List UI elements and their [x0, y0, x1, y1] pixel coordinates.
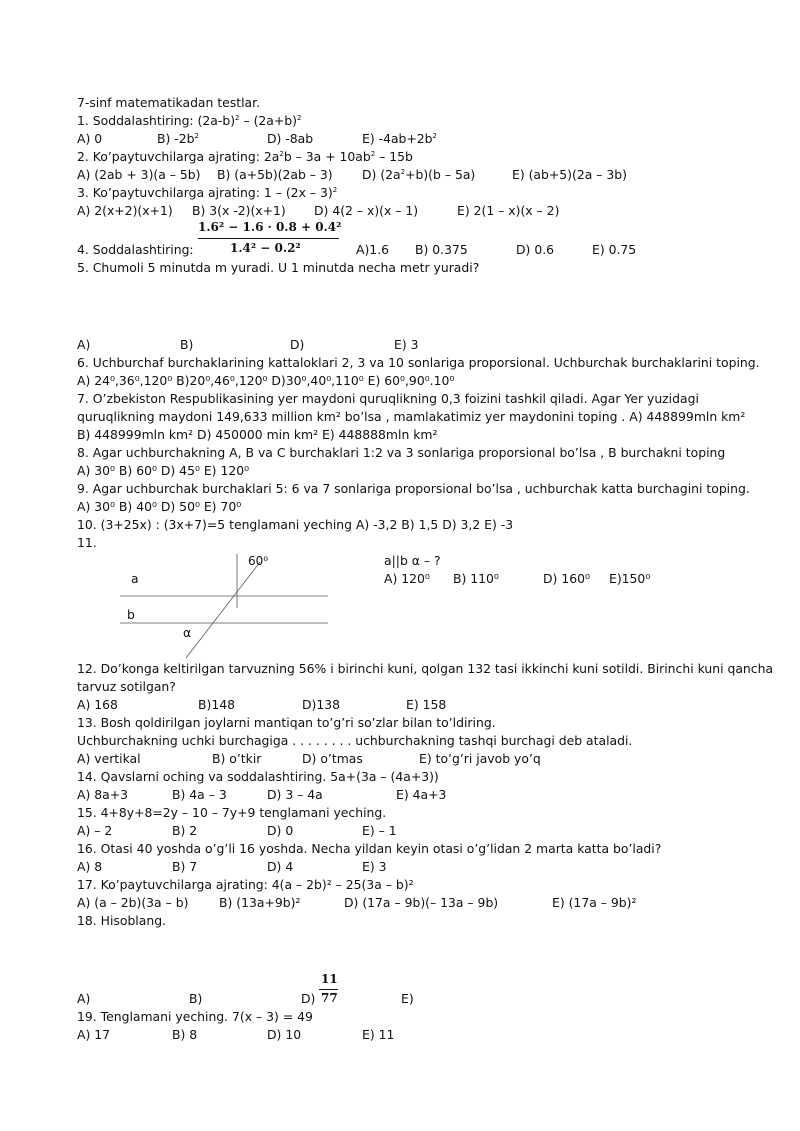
- question-7-line-2: quruqlikning maydoni 149,633 million km² bo’lsa , mamlakatimiz yer maydonini toping . A) 448899mln km²: [77, 409, 746, 424]
- option-d: D) 160⁰: [543, 571, 590, 586]
- question-8: 8. Agar uchburchakning A, B va C burchaklari 1:2 va 3 sonlariga proporsional bo’lsa , B burchakni toping: [77, 445, 726, 460]
- option-e: E)150⁰: [609, 571, 651, 586]
- option-b: B) 7: [172, 859, 198, 874]
- option-a: A)1.6: [356, 242, 390, 257]
- options-7: B) 448999mln km² D) 450000 min km² E) 448888mln km²: [77, 427, 438, 442]
- exponent: 2: [370, 150, 376, 158]
- option-e: E) 4a+3: [396, 787, 447, 802]
- fraction-numerator: 1.6² − 1.6 · 0.8 + 0.4²: [198, 220, 342, 234]
- option-a: A) 168: [77, 697, 118, 712]
- option-d: D): [301, 991, 316, 1006]
- exponent: 2: [332, 186, 338, 194]
- question-3: [77, 185, 337, 201]
- option-d: D) o’tmas: [302, 751, 363, 766]
- question-17: 17. Ko’paytuvchilarga ajrating: 4(a – 2b)² – 25(3a – b)²: [77, 877, 414, 892]
- question-4: 4. Soddalashtiring:: [77, 242, 194, 257]
- question-12-line-2: tarvuz sotilgan?: [77, 679, 176, 694]
- option-e: E) (17a – 9b)²: [552, 895, 637, 910]
- question-9: 9. Agar uchburchak burchaklari 5: 6 va 7 sonlariga proporsional bo’lsa , uchburchak katta burchagini toping.: [77, 481, 750, 496]
- option-a: A) 8: [77, 859, 103, 874]
- option-d: D) 4(2 – x)(x – 1): [314, 203, 419, 218]
- question-15: 15. 4+8y+8=2y – 10 – 7y+9 tenglamani yeching.: [77, 805, 387, 820]
- line-b-label: b: [127, 607, 135, 622]
- question-11: 11.: [77, 535, 97, 550]
- option-b: B) 0.375: [415, 242, 468, 257]
- option-e: E) 0.75: [592, 242, 637, 257]
- option-e: E) (ab+5)(2a – 3b): [512, 167, 627, 182]
- line-a-label: a: [131, 571, 139, 586]
- question-2: [77, 149, 413, 165]
- option-b: B) o’tkir: [212, 751, 262, 766]
- question-2-text: 2. Ko’paytuvchilarga ajrating: 2a: [77, 149, 280, 164]
- exponent: 2: [235, 114, 240, 122]
- exponent: 2: [279, 150, 284, 158]
- option-b: B) (13a+9b)²: [219, 895, 301, 910]
- option-b: B) 3(x -2)(x+1): [192, 203, 286, 218]
- option-e: E) 11: [362, 1027, 395, 1042]
- option-e-text: E) -4ab+2b: [362, 131, 433, 146]
- question-14: 14. Qavslarni oching va soddalashtiring. 5a+(3a – (4a+3)): [77, 769, 439, 784]
- question-11-condition: a||b α – ?: [384, 553, 441, 568]
- option-a: A) 2(x+2)(x+1): [77, 203, 173, 218]
- fraction-denominator: 77: [321, 991, 338, 1005]
- option-b: B) 4a – 3: [172, 787, 227, 802]
- option-e: E) 158: [406, 697, 447, 712]
- option-b: B): [189, 991, 203, 1006]
- option-e: [362, 131, 437, 147]
- slanted-line: [186, 562, 260, 658]
- question-1-text: 1. Soddalashtiring: (2a-b): [77, 113, 236, 128]
- options-8: A) 30⁰ B) 60⁰ D) 45⁰ E) 120⁰: [77, 463, 250, 478]
- option-e: E) 3: [362, 859, 387, 874]
- option-d: [362, 167, 475, 183]
- option-d: D) (17a – 9b)(– 13a – 9b): [344, 895, 499, 910]
- question-18: 18. Hisoblang.: [77, 913, 166, 928]
- option-d: D) -8ab: [267, 131, 314, 146]
- exponent: 2: [194, 132, 199, 140]
- option-b: B) (a+5b)(2ab – 3): [217, 167, 333, 182]
- question-1: [77, 113, 301, 129]
- option-e: E) 3: [394, 337, 419, 352]
- question-1-text-mid: – (2a+b): [239, 113, 297, 128]
- fraction-denominator: 1.4² − 0.2²: [230, 241, 301, 255]
- fraction-bar: [319, 989, 338, 990]
- question-5: 5. Chumoli 5 minutda m yuradi. U 1 minutda necha metr yuradi?: [77, 260, 480, 275]
- fraction-numerator: 11: [321, 972, 338, 986]
- option-a: A) vertikal: [77, 751, 141, 766]
- option-d: D) 0.6: [516, 242, 555, 257]
- question-12: 12. Do’konga keltirilgan tarvuzning 56% i birinchi kuni, qolgan 132 tasi ikkinchi kuni sotildi. Birinchi kuni qancha: [77, 661, 774, 676]
- option-a: A) 17: [77, 1027, 111, 1042]
- question-7: 7. O’zbekiston Respublikasining yer maydoni quruqlikning 0,3 foizini tashkil qiladi. Agar Yer yuzidagi: [77, 391, 699, 406]
- option-d: D) 10: [267, 1027, 302, 1042]
- option-a: A): [77, 337, 91, 352]
- option-a: A) – 2: [77, 823, 113, 838]
- option-b-text: B) -2b: [157, 131, 195, 146]
- question-16: 16. Otasi 40 yoshda o’g’li 16 yoshda. Necha yildan keyin otasi o’g’lidan 2 marta katta bo’ladi?: [77, 841, 662, 856]
- angle-label: 60⁰: [248, 554, 269, 568]
- option-a: A) (2ab + 3)(a – 5b): [77, 167, 201, 182]
- option-b: B) 110⁰: [453, 571, 499, 586]
- page-title: 7-sinf matematikadan testlar.: [77, 95, 261, 110]
- option-d: D): [290, 337, 305, 352]
- option-d-text: D) (2a: [362, 167, 401, 182]
- option-d: D) 4: [267, 859, 294, 874]
- option-a: A) (a – 2b)(3a – b): [77, 895, 189, 910]
- alpha-label: α: [183, 625, 192, 640]
- option-e: E) 2(1 – x)(x – 2): [457, 203, 560, 218]
- option-d: D) 0: [267, 823, 294, 838]
- question-10: 10. (3+25x) : (3x+7)=5 tenglamani yeching A) -3,2 B) 1,5 D) 3,2 E) -3: [77, 517, 514, 532]
- question-6: 6. Uchburchaf burchaklarining kattaloklari 2, 3 va 10 sonlariga proporsional. Uchburchak burchaklarini toping.: [77, 355, 760, 370]
- question-2-text-rest: b – 3a + 10ab: [283, 149, 371, 164]
- option-b: B)148: [198, 697, 235, 712]
- option-a: A) 120⁰: [384, 571, 430, 586]
- option-b: [157, 131, 199, 147]
- option-a: A) 8a+3: [77, 787, 128, 802]
- option-a: A): [77, 991, 91, 1006]
- parallel-lines-diagram: [110, 550, 330, 660]
- exponent: 2: [432, 132, 438, 140]
- option-e: E): [401, 991, 414, 1006]
- fraction-bar: [198, 238, 339, 239]
- option-e: E) – 1: [362, 823, 397, 838]
- question-2-text-end: – 15b: [375, 149, 413, 164]
- exponent: 2: [400, 168, 406, 176]
- option-d-text-rest: +b)(b – 5a): [405, 167, 476, 182]
- exponent: 2: [296, 114, 302, 122]
- question-3-text: 3. Ko’paytuvchilarga ajrating: 1 – (2x – 3): [77, 185, 333, 200]
- question-13-line-2: Uchburchakning uchki burchagiga . . . . . . . . uchburchakning tashqi burchagi deb ataladi.: [77, 733, 633, 748]
- question-13: 13. Bosh qoldirilgan joylarni mantiqan to’g’ri so’zlar bilan to’ldiring.: [77, 715, 496, 730]
- option-a: A) 0: [77, 131, 103, 146]
- option-b: B) 2: [172, 823, 198, 838]
- options-9: A) 30⁰ B) 40⁰ D) 50⁰ E) 70⁰: [77, 499, 242, 514]
- option-b: B): [180, 337, 194, 352]
- option-d: D) 3 – 4a: [267, 787, 323, 802]
- option-d: D)138: [302, 697, 341, 712]
- option-e: E) to’g’ri javob yo’q: [419, 751, 541, 766]
- option-b: B) 8: [172, 1027, 198, 1042]
- question-19: 19. Tenglamani yeching. 7(x – 3) = 49: [77, 1009, 313, 1024]
- options-6: A) 24⁰,36⁰,120⁰ B)20⁰,46⁰,120⁰ D)30⁰,40⁰,110⁰ E) 60⁰,90⁰.10⁰: [77, 373, 455, 388]
